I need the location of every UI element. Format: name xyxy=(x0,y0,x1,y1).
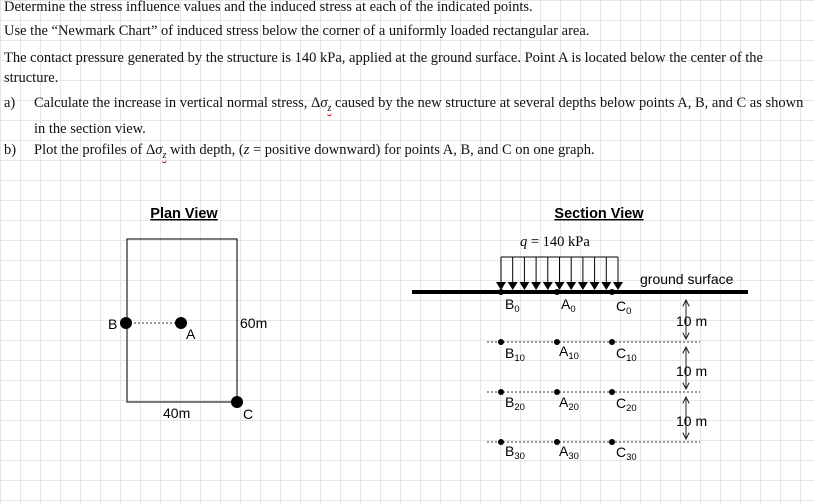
load-arrow-head xyxy=(496,282,506,290)
part-b-z: z xyxy=(243,142,250,158)
part-a-sub: z xyxy=(327,102,332,114)
section-point-c0 xyxy=(609,289,615,295)
load-var: q xyxy=(520,234,528,250)
section-label-c0-letter: C xyxy=(616,298,627,314)
part-b-post: with depth, ( xyxy=(166,142,244,158)
section-label-c20-letter: C xyxy=(616,395,627,411)
section-label-b10 xyxy=(505,345,525,364)
section-point-a0 xyxy=(554,289,560,295)
load-arrow-head xyxy=(543,282,553,290)
problem-line-1: Determine the stress influence values and the induced stress at each of the indicated points. xyxy=(4,0,533,15)
section-point-b10 xyxy=(498,339,504,345)
section-label-c10-letter: C xyxy=(616,345,627,361)
section-label-b0-letter: B xyxy=(505,296,515,312)
section-label-a20-sub: 20 xyxy=(568,402,579,413)
section-label-b20 xyxy=(505,394,525,413)
section-label-c20 xyxy=(616,395,637,414)
section-label-a20 xyxy=(559,394,579,413)
section-label-a10-sub: 10 xyxy=(568,351,579,362)
ground-surface-label: ground surface xyxy=(640,271,734,287)
plan-width-label: 40m xyxy=(163,405,191,421)
section-point-c10 xyxy=(609,339,615,345)
section-label-b20-letter: B xyxy=(505,394,515,410)
section-label-b10-sub: 10 xyxy=(514,353,525,364)
part-b-pre: Plot the profiles of Δ xyxy=(34,142,156,158)
load-arrow-head xyxy=(555,282,565,290)
part-a-sigma: σ xyxy=(320,95,328,111)
section-point-c20 xyxy=(609,389,615,395)
section-point-b20 xyxy=(498,389,504,395)
part-b-end: = positive downward) for points A, B, and C on one graph. xyxy=(249,142,595,158)
part-a-post: caused by the new structure at several depths below points A, B, and C as shown in the section view. xyxy=(34,95,804,137)
load-arrow-head xyxy=(531,282,541,290)
section-view-title: Section View xyxy=(554,206,644,222)
load-arrows xyxy=(496,257,623,290)
plan-label-c: C xyxy=(243,406,254,422)
section-point-c30 xyxy=(609,439,615,445)
section-label-c0 xyxy=(616,298,631,317)
load-arrow-head xyxy=(578,282,588,290)
problem-line-3: The contact pressure generated by the structure is 140 kPa, applied at the ground surface. Point A is located below the center of the structure. xyxy=(4,50,763,86)
section-label-b30-letter: B xyxy=(505,443,515,459)
load-arrow-head xyxy=(613,282,623,290)
depth-label-2: 10 m xyxy=(676,363,708,379)
section-point-b30 xyxy=(498,439,504,445)
section-label-b0 xyxy=(505,296,520,315)
section-label-a30 xyxy=(559,443,579,462)
depth-label-1: 10 m xyxy=(676,313,708,329)
plan-label-b: B xyxy=(108,316,118,332)
section-label-b20-sub: 20 xyxy=(514,402,525,413)
problem-line-2: Use the “Newmark Chart” of induced stress below the corner of a uniformly loaded rectangular area. xyxy=(4,23,590,39)
section-label-c30 xyxy=(616,444,637,463)
part-b-sub: z xyxy=(162,149,167,161)
section-label-c10-sub: 10 xyxy=(626,353,637,364)
section-label-c0-sub: 0 xyxy=(626,306,632,317)
section-label-b10-letter: B xyxy=(505,345,515,361)
depth-label-3: 10 m xyxy=(676,413,708,429)
section-label-c30-letter: C xyxy=(616,444,627,460)
section-label-a0-sub: 0 xyxy=(570,304,576,315)
plan-view-title: Plan View xyxy=(150,206,218,222)
plan-point-c xyxy=(231,396,243,408)
section-label-b30 xyxy=(505,443,525,462)
part-a-pre: Calculate the increase in vertical normal stress, Δ xyxy=(34,95,321,111)
load-arrow-head xyxy=(590,282,600,290)
load-arrow-head xyxy=(508,282,518,290)
section-label-a30-letter: A xyxy=(559,443,569,459)
section-label-b0-sub: 0 xyxy=(514,304,520,315)
section-point-b0 xyxy=(498,289,504,295)
part-b-sigma: σ xyxy=(155,142,163,158)
plan-point-b xyxy=(120,317,132,329)
part-a-label: a) xyxy=(4,95,16,111)
load-arrow-head xyxy=(601,282,611,290)
section-label-a10 xyxy=(559,343,579,362)
section-label-a0-letter: A xyxy=(561,296,571,312)
section-label-c30-sub: 30 xyxy=(626,452,637,463)
section-label-a10-letter: A xyxy=(559,343,569,359)
load-arrow-head xyxy=(566,282,576,290)
part-b-label: b) xyxy=(4,142,17,158)
section-label-a30-sub: 30 xyxy=(568,451,579,462)
load-label xyxy=(520,234,590,250)
section-label-a0 xyxy=(561,296,576,315)
section-label-a20-letter: A xyxy=(559,394,569,410)
section-label-c10 xyxy=(616,345,637,364)
plan-label-a: A xyxy=(186,326,196,342)
section-label-b30-sub: 30 xyxy=(514,451,525,462)
load-eq: = 140 kPa xyxy=(527,234,590,250)
load-arrow-head xyxy=(519,282,529,290)
section-label-c20-sub: 20 xyxy=(626,403,637,414)
plan-length-label: 60m xyxy=(240,315,268,331)
